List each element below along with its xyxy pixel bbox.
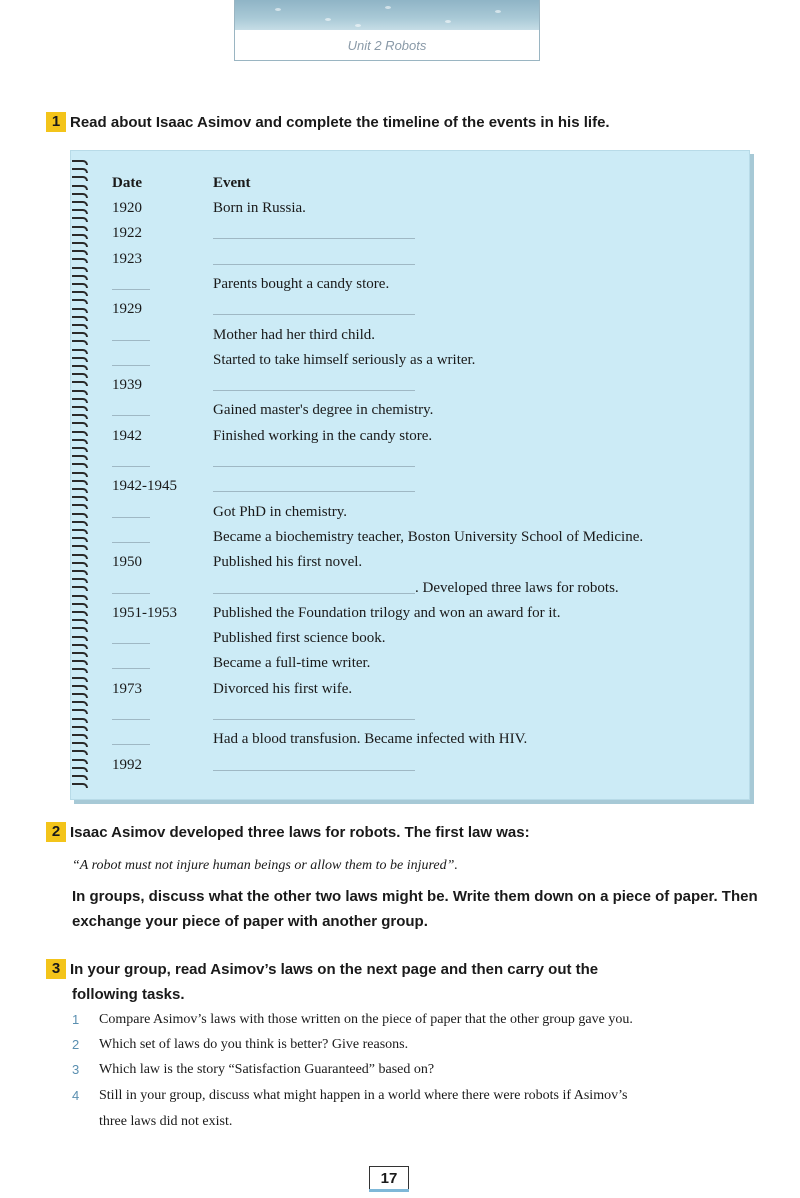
timeline-event: Published his first novel. xyxy=(213,554,363,571)
exercise-3-instruction-line1: In your group, read Asimov’s laws on the next page and then carry out the xyxy=(70,961,599,978)
date-blank-line xyxy=(112,643,150,644)
timeline-date: 1951-1953 xyxy=(112,604,177,621)
timeline-row xyxy=(112,222,732,244)
spiral-coil xyxy=(72,554,88,559)
timeline-row xyxy=(112,197,732,219)
timeline-event: Had a blood transfusion. Became infected with HIV. xyxy=(213,731,528,748)
event-blank-line xyxy=(213,390,415,391)
exercise-2-number: 2 xyxy=(46,822,66,842)
spiral-coil xyxy=(72,636,88,641)
spiral-coil xyxy=(72,332,88,337)
spiral-coil xyxy=(72,529,88,534)
date-blank-line xyxy=(112,340,150,341)
page-number: 17 xyxy=(369,1166,409,1190)
spiral-coil xyxy=(72,611,88,616)
spiral-coil xyxy=(72,718,88,723)
timeline-event: Born in Russia. xyxy=(213,200,306,216)
timeline-row xyxy=(112,298,732,320)
event-blank-line xyxy=(213,491,415,492)
spiral-coil xyxy=(72,217,88,222)
timeline-event: Started to take himself seriously as a writer. xyxy=(213,351,476,368)
date-blank-line xyxy=(112,668,150,669)
task-number: 2 xyxy=(72,1037,80,1052)
notebook-spiral-binding xyxy=(72,160,90,790)
spiral-coil xyxy=(72,390,88,395)
spiral-coil xyxy=(72,422,88,427)
date-column-header: Date xyxy=(112,175,142,191)
spiral-coil xyxy=(72,414,88,419)
exercise-3-number: 3 xyxy=(46,959,66,979)
event-column-header: Event xyxy=(213,175,251,191)
task-number: 1 xyxy=(72,1012,80,1027)
spiral-coil xyxy=(72,381,88,386)
task-text: Which set of laws do you think is better? Give reasons. xyxy=(99,1037,409,1052)
task-item xyxy=(72,1057,742,1083)
spiral-coil xyxy=(72,759,88,764)
timeline-event: Became a full-time writer. xyxy=(213,655,371,672)
spiral-coil xyxy=(72,644,88,649)
spiral-coil xyxy=(72,775,88,780)
timeline-row xyxy=(112,349,732,371)
spiral-coil xyxy=(72,299,88,304)
spiral-coil xyxy=(72,537,88,542)
spiral-coil xyxy=(72,627,88,632)
spiral-coil xyxy=(72,234,88,239)
timeline-row xyxy=(112,678,732,700)
event-blank-line xyxy=(213,466,415,467)
spiral-coil xyxy=(72,603,88,608)
task-number: 4 xyxy=(72,1088,80,1103)
spiral-coil xyxy=(72,201,88,206)
task-item xyxy=(72,1083,742,1109)
spiral-coil xyxy=(72,660,88,665)
spiral-coil xyxy=(72,308,88,313)
exercise-2-instruction: Isaac Asimov developed three laws for robots. The first law was: xyxy=(70,824,530,841)
timeline-date: 1939 xyxy=(112,377,142,394)
timeline-row xyxy=(112,399,732,421)
task-item-continuation xyxy=(72,1109,742,1135)
timeline-date: 1942 xyxy=(112,427,142,444)
task-item xyxy=(72,1007,742,1033)
timeline-event: . Developed three laws for robots. xyxy=(415,579,619,596)
timeline-event: Gained master's degree in chemistry. xyxy=(213,402,434,419)
task-text: three laws did not exist. xyxy=(99,1114,233,1129)
spiral-coil xyxy=(72,267,88,272)
timeline-row xyxy=(112,526,732,548)
timeline-date: 1950 xyxy=(112,554,142,571)
timeline-date: 1922 xyxy=(112,225,142,242)
spiral-coil xyxy=(72,586,88,591)
spiral-coil xyxy=(72,160,88,165)
spiral-coil xyxy=(72,685,88,690)
exercise-3-heading xyxy=(46,957,598,982)
spiral-coil xyxy=(72,168,88,173)
date-blank-line xyxy=(112,593,150,594)
spiral-coil xyxy=(72,677,88,682)
spiral-coil xyxy=(72,185,88,190)
spiral-coil xyxy=(72,242,88,247)
spiral-coil xyxy=(72,726,88,731)
timeline-event: Divorced his first wife. xyxy=(213,680,353,697)
date-blank-line xyxy=(112,365,150,366)
timeline-row xyxy=(112,374,732,396)
timeline-date: 1942-1945 xyxy=(112,478,177,495)
spiral-coil xyxy=(72,398,88,403)
exercise-1-heading xyxy=(46,110,610,135)
date-blank-line xyxy=(112,517,150,518)
spiral-coil xyxy=(72,291,88,296)
spiral-coil xyxy=(72,275,88,280)
spiral-coil xyxy=(72,447,88,452)
timeline-row xyxy=(112,475,732,497)
date-blank-line xyxy=(112,289,150,290)
timeline-event: Mother had her third child. xyxy=(213,326,376,343)
unit-label: Unit 2 Robots xyxy=(234,30,540,61)
spiral-coil xyxy=(72,283,88,288)
spiral-coil xyxy=(72,668,88,673)
event-blank-line xyxy=(213,719,415,720)
spiral-coil xyxy=(72,209,88,214)
spiral-coil xyxy=(72,619,88,624)
date-blank-line xyxy=(112,542,150,543)
spiral-coil xyxy=(72,226,88,231)
spiral-coil xyxy=(72,480,88,485)
date-blank-line xyxy=(112,719,150,720)
first-law-quote: “A robot must not injure human beings or allow them to be injured”. xyxy=(72,858,458,873)
timeline-event: Published first science book. xyxy=(213,630,386,647)
date-blank-line xyxy=(112,744,150,745)
spiral-coil xyxy=(72,357,88,362)
spiral-coil xyxy=(72,562,88,567)
spiral-coil xyxy=(72,521,88,526)
spiral-coil xyxy=(72,595,88,600)
timeline-row xyxy=(112,703,732,725)
spiral-coil xyxy=(72,767,88,772)
page-number-rule xyxy=(369,1189,409,1192)
event-blank-line xyxy=(213,770,415,771)
spiral-coil xyxy=(72,545,88,550)
timeline-date: 1992 xyxy=(112,756,142,773)
header-banner xyxy=(234,0,540,30)
spiral-coil xyxy=(72,472,88,477)
timeline-event: Finished working in the candy store. xyxy=(213,427,433,444)
spiral-coil xyxy=(72,365,88,370)
timeline-date: 1973 xyxy=(112,680,142,697)
spiral-coil xyxy=(72,258,88,263)
spiral-coil xyxy=(72,709,88,714)
spiral-coil xyxy=(72,701,88,706)
exercise-3-instruction-line2: following tasks. xyxy=(72,986,185,1003)
spiral-coil xyxy=(72,324,88,329)
spiral-coil xyxy=(72,652,88,657)
spiral-coil xyxy=(72,504,88,509)
timeline-header-row xyxy=(112,172,732,194)
spiral-coil xyxy=(72,513,88,518)
timeline-date: 1929 xyxy=(112,301,142,318)
spiral-coil xyxy=(72,742,88,747)
timeline-date: 1920 xyxy=(112,200,142,216)
exercise-1-instruction: Read about Isaac Asimov and complete the timeline of the events in his life. xyxy=(70,114,610,131)
task-text: Compare Asimov’s laws with those written on the piece of paper that the other group gave you. xyxy=(99,1012,633,1027)
timeline-event: Got PhD in chemistry. xyxy=(213,503,348,520)
date-blank-line xyxy=(112,415,150,416)
spiral-coil xyxy=(72,406,88,411)
spiral-coil xyxy=(72,193,88,198)
spiral-coil xyxy=(72,439,88,444)
spiral-coil xyxy=(72,783,88,788)
timeline-row xyxy=(112,602,732,624)
timeline-row xyxy=(112,501,732,523)
spiral-coil xyxy=(72,750,88,755)
timeline-row xyxy=(112,450,732,472)
event-blank-line xyxy=(213,264,415,265)
spiral-coil xyxy=(72,250,88,255)
spiral-coil xyxy=(72,463,88,468)
spiral-coil xyxy=(72,455,88,460)
spiral-coil xyxy=(72,431,88,436)
spiral-coil xyxy=(72,496,88,501)
task-item xyxy=(72,1032,742,1058)
exercise-2-heading xyxy=(46,820,530,845)
spiral-coil xyxy=(72,578,88,583)
spiral-coil xyxy=(72,340,88,345)
spiral-coil xyxy=(72,734,88,739)
spiral-coil xyxy=(72,176,88,181)
timeline-row xyxy=(112,652,732,674)
event-blank-line xyxy=(213,593,415,594)
event-blank-line xyxy=(213,314,415,315)
exercise-2-task: In groups, discuss what the other two laws might be. Write them down on a piece of paper. Then exchange your piece of paper with another group. xyxy=(72,888,758,930)
timeline-row xyxy=(112,627,732,649)
exercise-1-number: 1 xyxy=(46,112,66,132)
timeline-row xyxy=(112,425,732,447)
timeline-row xyxy=(112,577,732,599)
task-text: Which law is the story “Satisfaction Guaranteed” based on? xyxy=(99,1062,435,1077)
timeline-row xyxy=(112,248,732,270)
spiral-coil xyxy=(72,349,88,354)
timeline-row xyxy=(112,728,732,750)
timeline-event: Parents bought a candy store. xyxy=(213,275,390,292)
timeline-row xyxy=(112,754,732,776)
spiral-coil xyxy=(72,316,88,321)
spiral-coil xyxy=(72,570,88,575)
spiral-coil xyxy=(72,488,88,493)
timeline-row xyxy=(112,551,732,573)
timeline-date: 1923 xyxy=(112,250,142,267)
timeline-row xyxy=(112,273,732,295)
timeline-event: Became a biochemistry teacher, Boston University School of Medicine. xyxy=(213,528,644,545)
date-blank-line xyxy=(112,466,150,467)
timeline-row xyxy=(112,324,732,346)
spiral-coil xyxy=(72,693,88,698)
timeline-event: Published the Foundation trilogy and won an award for it. xyxy=(213,604,561,621)
event-blank-line xyxy=(213,238,415,239)
task-number: 3 xyxy=(72,1062,80,1077)
task-text: Still in your group, discuss what might happen in a world where there were robots if Asimov’s xyxy=(99,1088,628,1103)
spiral-coil xyxy=(72,373,88,378)
